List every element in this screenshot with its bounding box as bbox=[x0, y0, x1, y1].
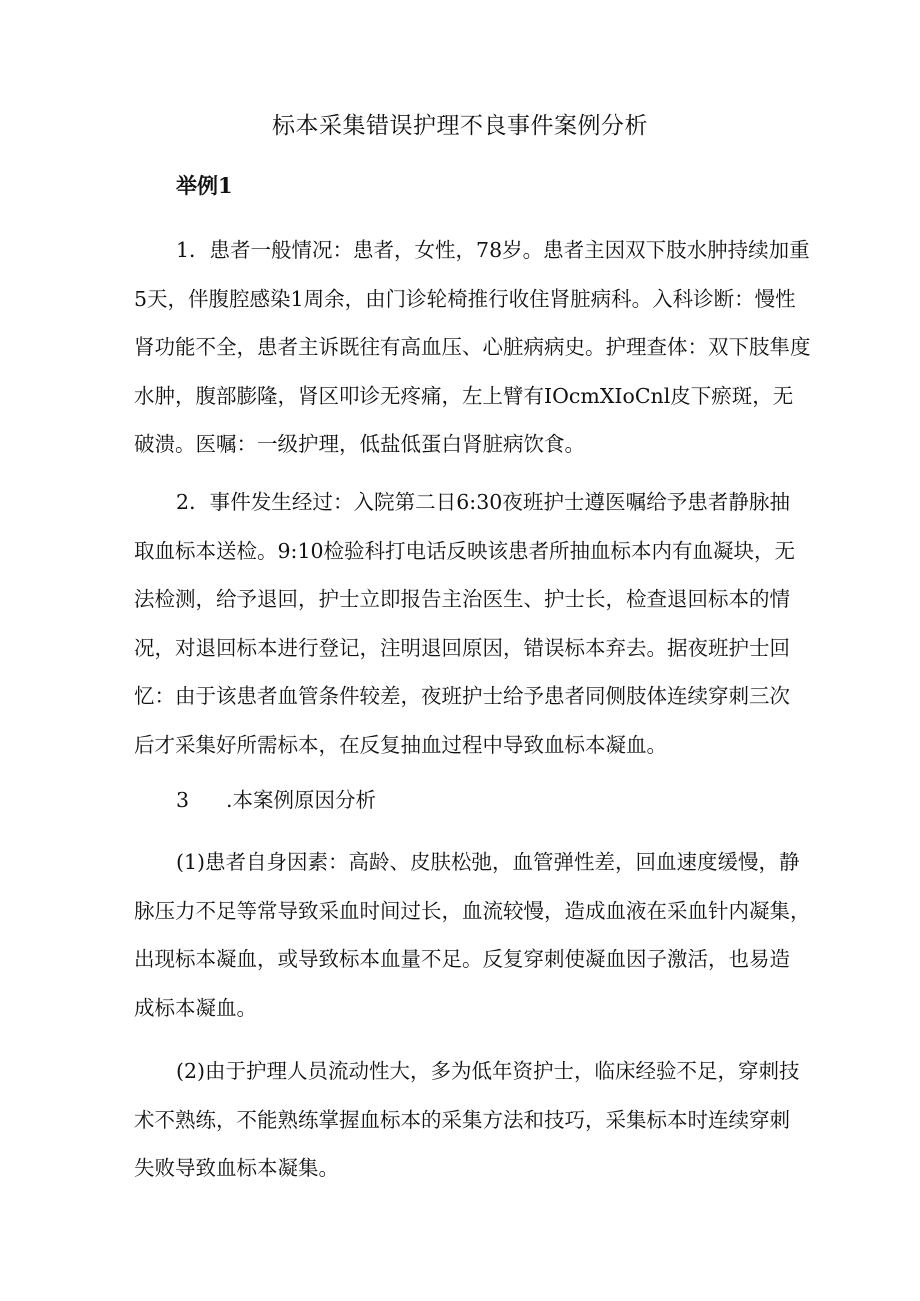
paragraph-line: 2．事件发生经过：入院第二日6:30夜班护士遵医嘱给予患者静脉抽 bbox=[176, 490, 790, 514]
paragraph-line: 成标本凝血。 bbox=[134, 995, 257, 1020]
document-title: 标本采集错误护理不良事件案例分析 bbox=[272, 113, 648, 139]
section-number: 3 bbox=[176, 788, 190, 812]
paragraph-line: 5天，伴腹腔感染1周余，由门诊轮椅推行收住肾脏病科。入科诊断：慢性 bbox=[134, 286, 796, 311]
paragraph-line: (2)由于护理人员流动性大，多为低年资护士，临床经验不足，穿刺技 bbox=[176, 1059, 800, 1083]
paragraph-line: 取血标本送检。9:10检验科打电话反映该患者所抽血标本内有血凝块，无 bbox=[134, 538, 796, 563]
paragraph-line: 后才采集好所需标本，在反复抽血过程中导致血标本凝血。 bbox=[134, 732, 667, 757]
paragraph-line: 水肿，腹部膨隆，肾区叩诊无疼痛，左上臂有IOcmXIoCnl皮下瘀斑，无 bbox=[134, 383, 794, 408]
paragraph-line: 肾功能不全，患者主诉既往有高血压、心脏病病史。护理查体：双下肢隼度 bbox=[134, 335, 811, 359]
paragraph-line: 术不熟练，不能熟练掌握血标本的采集方法和技巧，采集标本时连续穿刺 bbox=[134, 1107, 790, 1132]
section-label: .本案例原因分析 bbox=[226, 788, 377, 812]
paragraph-line: 破溃。医嘱：一级护理，低盐低蛋白肾脏病饮食。 bbox=[134, 432, 585, 456]
section-heading-cause-analysis bbox=[176, 782, 376, 818]
paragraph-line: 况，对退回标本进行登记，注明退回原因，错误标本弃去。据夜班护士回 bbox=[134, 635, 790, 660]
paragraph-patient-info bbox=[134, 226, 811, 469]
paragraph-line: 1．患者一般情况：患者，女性，78岁。患者主因双下肢水肿持续加重 bbox=[176, 238, 810, 262]
paragraph-patient-factors bbox=[134, 838, 811, 1032]
paragraph-line: 失败导致血标本凝集。 bbox=[134, 1156, 339, 1180]
paragraph-event-process bbox=[134, 478, 796, 769]
paragraph-line: 忆：由于该患者血管条件较差，夜班护士给予患者同侧肢体连续穿刺三次 bbox=[134, 684, 790, 708]
paragraph-line: 法检测，给予退回，护士立即报告主治医生、护士长，检查退回标本的情 bbox=[134, 587, 790, 611]
paragraph-line: (1)患者自身因素：高龄、皮肤松弛，血管弹性差，回血速度缓慢，静 bbox=[176, 850, 800, 874]
paragraph-line: 出现标本凝血，或导致标本血量不足。反复穿刺使凝血因子激活，也易造 bbox=[134, 947, 790, 971]
case-heading: 举例1 bbox=[176, 173, 233, 198]
paragraph-line: 脉压力不足等常导致采血时间过长，血流较慢，造成血液在采血针内凝集， bbox=[134, 898, 811, 923]
paragraph-staff-factors bbox=[134, 1047, 800, 1193]
